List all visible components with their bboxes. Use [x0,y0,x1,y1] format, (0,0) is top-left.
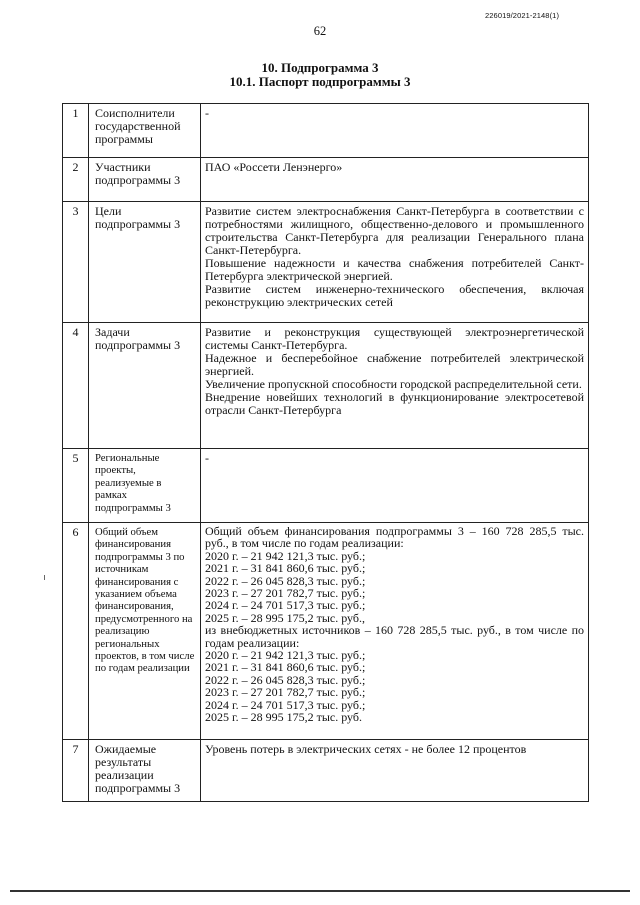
value-paragraph: - [205,451,209,465]
row-label: Соисполнители государственной программы [89,104,201,158]
row-number: 5 [63,449,89,523]
table-row [63,523,589,740]
margin-mark [44,575,45,580]
value-paragraph: - [205,106,209,120]
value-paragraph: Уровень потерь в электрических сетях - не более 12 процентов [205,742,527,756]
row-number: 6 [63,523,89,740]
row-number: 3 [63,202,89,323]
value-paragraph: 2025 г. – 28 995 175,2 тыс. руб. [205,710,362,725]
value-paragraph: 2023 г. – 27 201 782,7 тыс. руб.; [205,586,366,601]
value-paragraph: 2020 г. – 21 942 121,3 тыс. руб.; [205,648,366,663]
row-number: 4 [63,323,89,449]
row-value [201,523,589,740]
value-paragraph: 2025 г. – 28 995 175,2 тыс. руб., [205,610,365,625]
value-paragraph: Развитие систем электроснабжения Санкт-Петербурга в соответствии с потребностями жилищного, общественно-делового и промышленного строительства Санкт-Петербурга для реализации Генерального плана Санкт-Петербурга. [205,204,584,257]
value-paragraph: Развитие систем инженерно-технического обеспечения, включая реконструкцию электрических сетей [205,282,584,309]
row-label: Задачи подпрограммы 3 [89,323,201,449]
value-paragraph: Повышение надежности и качества снабжения потребителей Санкт-Петербурга электрической энергией. [205,256,584,283]
row-label: Общий объем финансирования подпрограммы 3 по источникам финансирования с указанием объема финансирования, предусмотренного на реализацию региональных проектов, в том числе по годам реализации [89,523,201,740]
value-paragraph: 2020 г. – 21 942 121,3 тыс. руб.; [205,548,366,563]
title-line-2: 10.1. Паспорт подпрограммы 3 [229,74,411,89]
title-line-1: 10. Подпрограмма 3 [261,60,379,75]
row-label: Региональные проекты, реализуемые в рамках подпрограммы 3 [89,449,201,523]
row-value [201,323,589,449]
value-paragraph: 2024 г. – 24 701 517,3 тыс. руб.; [205,598,366,613]
row-value [201,158,589,202]
row-label: Участники подпрограммы 3 [89,158,201,202]
row-value [201,104,589,158]
row-value [201,740,589,802]
value-paragraph: ПАО «Россети Ленэнерго» [205,160,343,174]
row-value [201,449,589,523]
value-paragraph: 2021 г. – 31 841 860,6 тыс. руб.; [205,561,366,576]
passport-table [62,103,589,802]
footer-rule [10,890,630,892]
section-title [0,61,640,89]
row-label: Цели подпрограммы 3 [89,202,201,323]
document-id: 226019/2021-2148(1) [485,11,560,20]
value-paragraph: из внебюджетных источников – 160 728 285,5 тыс. руб., в том числе по годам реализации: [205,623,584,650]
row-number: 2 [63,158,89,202]
value-paragraph: 2023 г. – 27 201 782,7 тыс. руб.; [205,685,366,700]
row-number: 7 [63,740,89,802]
table-row [63,449,589,523]
value-paragraph: Увеличение пропускной способности городской распределительной сети. [205,377,582,391]
row-value [201,202,589,323]
value-paragraph: Общий объем финансирования подпрограммы 3 – 160 728 285,5 тыс. руб., в том числе по годам реализации: [205,524,584,551]
table-row [63,158,589,202]
value-paragraph: Внедрение новейших технологий в функционирование электросетевой отрасли Санкт-Петербурга [205,390,584,417]
table-row [63,104,589,158]
row-label: Ожидаемые результаты реализации подпрограммы 3 [89,740,201,802]
table-row [63,740,589,802]
value-paragraph: Надежное и бесперебойное снабжение потребителей электрической энергией. [205,351,584,378]
value-paragraph: Развитие и реконструкция существующей электроэнергетической системы Санкт-Петербурга. [205,325,584,352]
value-paragraph: 2022 г. – 26 045 828,3 тыс. руб.; [205,672,366,687]
value-paragraph: 2022 г. – 26 045 828,3 тыс. руб.; [205,573,366,588]
value-paragraph: 2021 г. – 31 841 860,6 тыс. руб.; [205,660,366,675]
table-row [63,323,589,449]
row-number: 1 [63,104,89,158]
page-number: 62 [313,24,327,38]
value-paragraph: 2024 г. – 24 701 517,3 тыс. руб.; [205,697,366,712]
table-row [63,202,589,323]
